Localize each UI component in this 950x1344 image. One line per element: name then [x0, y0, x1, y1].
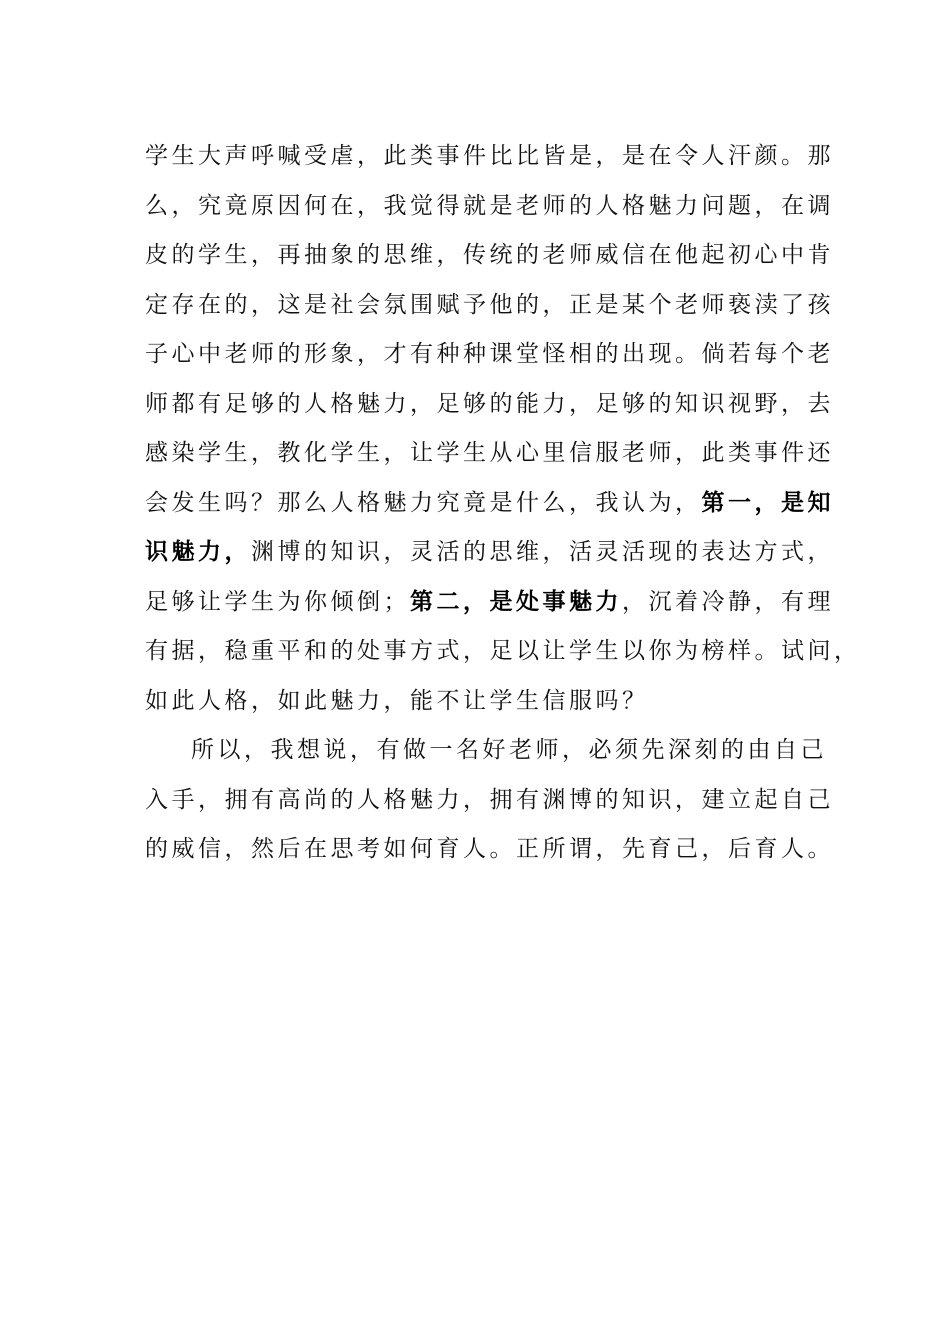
text-line: 师都有足够的人格魅力，足够的能力，足够的知识视野，去: [145, 390, 834, 417]
bold-phrase: 第二，是处事魅力: [410, 588, 622, 615]
text-line: 学生大声呼喊受虐，此类事件比比皆是，是在令人汗颜。那: [145, 143, 834, 169]
paragraph-1: [145, 132, 861, 726]
text-line: 定存在的，这是社会氛围赋予他的，正是某个老师亵渎了孩: [145, 291, 834, 318]
bold-phrase: 识魅力，: [145, 539, 251, 565]
document-body: [145, 132, 861, 875]
text-line: 如此人格，如此魅力，能不让学生信服吗？: [145, 687, 649, 714]
text-line: 皮的学生，再抽象的思维，传统的老师威信在他起初心中肯: [145, 242, 834, 268]
text-line: 所以，我想说，有做一名好老师，必须先深刻的由自己: [191, 737, 827, 763]
text-line: 识魅力，渊博的知识，灵活的思维，活灵活现的表达方式，: [145, 539, 834, 565]
text-line: 子心中老师的形象，才有种种课堂怪相的出现。倘若每个老: [145, 341, 834, 367]
paragraph-2: [145, 726, 834, 875]
text-line: 的威信，然后在思考如何育人。正所谓，先育己，后育人。: [145, 836, 834, 862]
bold-phrase: 第一，是知: [701, 489, 834, 516]
text-line: 感染学生，教化学生，让学生从心里信服老师，此类事件还: [145, 440, 834, 466]
text-line: 会发生吗？那么人格魅力究竟是什么，我认为，第一，是知: [145, 489, 834, 516]
text-line: 么，究竟原因何在，我觉得就是老师的人格魅力问题，在调: [145, 192, 834, 219]
text-line: 入手，拥有高尚的人格魅力，拥有渊博的知识，建立起自己: [145, 786, 834, 813]
text-line: 有据，稳重平和的处事方式，足以让学生以你为榜样。试问，: [145, 638, 861, 664]
text-line: 足够让学生为你倾倒；第二，是处事魅力，沉着冷静，有理: [145, 588, 834, 615]
